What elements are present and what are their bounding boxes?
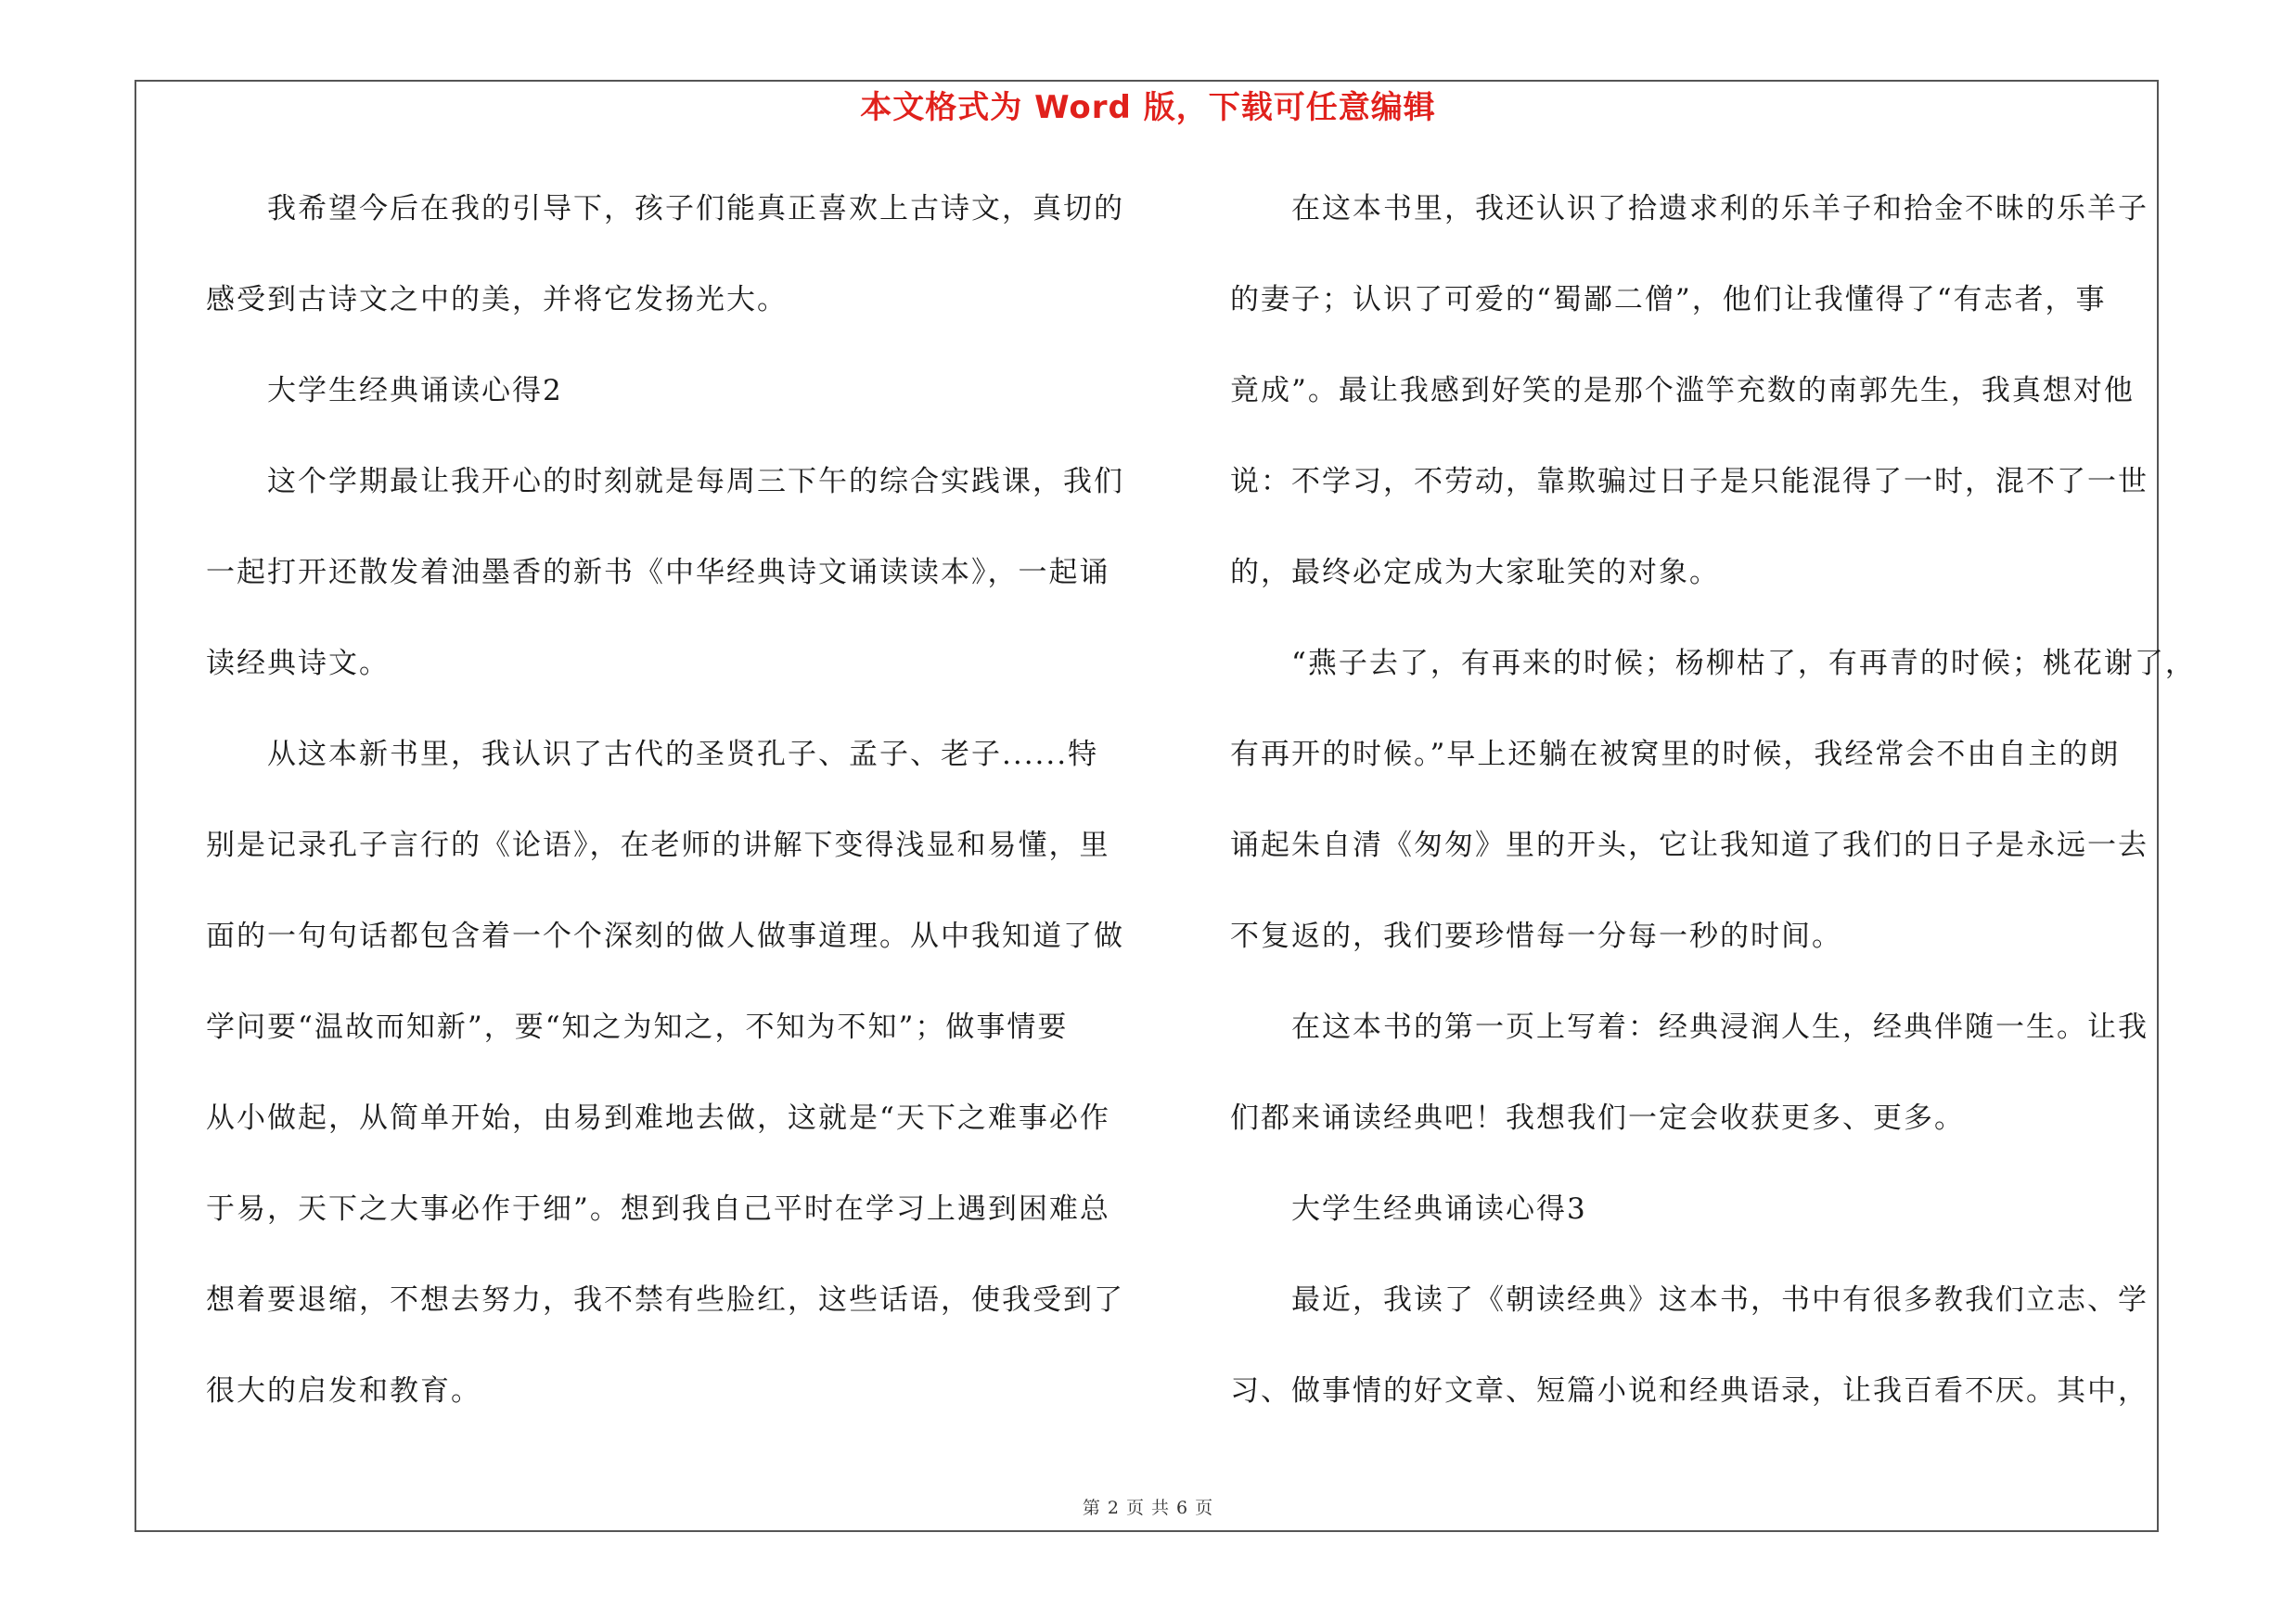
text-line: 学问要“温故而知新”，要“知之为知之，不知为不知”；做事情要 — [206, 1011, 1069, 1044]
text-line: “燕子去了，有再来的时候；杨柳枯了，有再青的时候；桃花谢了， — [1230, 647, 2196, 680]
text-line: 读经典诗文。 — [206, 647, 390, 680]
text-line: 面的一句句话都包含着一个个深刻的做人做事道理。从中我知道了做 — [206, 920, 1124, 953]
text-line: 这个学期最让我开心的时刻就是每周三下午的综合实践课，我们 — [206, 465, 1124, 498]
word-format-banner: 本文格式为 Word 版，下载可任意编辑 — [860, 89, 1436, 126]
text-line: 诵起朱自清《匆匆》里的开头，它让我知道了我们的日子是永远一去 — [1230, 829, 2148, 862]
text-line: 很大的启发和教育。 — [206, 1374, 481, 1408]
text-line: 一起打开还散发着油墨香的新书《中华经典诗文诵读读本》，一起诵 — [206, 556, 1110, 589]
page-number-footer: 第 2 页 共 6 页 — [1082, 1498, 1214, 1518]
text-line: 的妻子；认识了可爱的“蜀鄙二僧”，他们让我懂得了“有志者，事 — [1230, 283, 2107, 316]
text-line: 别是记录孔子言行的《论语》，在老师的讲解下变得浅显和易懂，里 — [206, 829, 1110, 862]
text-line: 从小做起，从简单开始，由易到难地去做，这就是“天下之难事必作 — [206, 1101, 1110, 1135]
text-line: 不复返的，我们要珍惜每一分每一秒的时间。 — [1230, 920, 1842, 953]
text-line: 于易，天下之大事必作于细”。想到我自己平时在学习上遇到困难总 — [206, 1192, 1110, 1226]
text-line: 们都来诵读经典吧！我想我们一定会收获更多、更多。 — [1230, 1101, 1965, 1135]
text-line: 习、做事情的好文章、短篇小说和经典语录，让我百看不厌。其中， — [1230, 1374, 2148, 1408]
text-line: 说：不学习，不劳动，靠欺骗过日子是只能混得了一时，混不了一世 — [1230, 465, 2148, 498]
text-line: 最近，我读了《朝读经典》这本书，书中有很多教我们立志、学 — [1230, 1283, 2148, 1317]
text-line: 的，最终必定成为大家耻笑的对象。 — [1230, 556, 1720, 589]
text-line: 有再开的时候。”早上还躺在被窝里的时候，我经常会不由自主的朗 — [1230, 738, 2121, 771]
text-line: 想着要退缩，不想去努力，我不禁有些脸红，这些话语，使我受到了 — [206, 1283, 1124, 1317]
text-line: 从这本新书里，我认识了古代的圣贤孔子、孟子、老子......特 — [206, 738, 1099, 771]
text-line: 我希望今后在我的引导下，孩子们能真正喜欢上古诗文，真切的 — [206, 192, 1124, 225]
text-line: 在这本书里，我还认识了拾遗求利的乐羊子和拾金不昧的乐羊子 — [1230, 192, 2148, 225]
text-line: 竟成”。最让我感到好笑的是那个滥竽充数的南郭先生，我真想对他 — [1230, 374, 2135, 407]
section-heading: 大学生经典诵读心得2 — [206, 374, 563, 407]
text-line: 在这本书的第一页上写着：经典浸润人生，经典伴随一生。让我 — [1230, 1011, 2148, 1044]
text-line: 感受到古诗文之中的美，并将它发扬光大。 — [206, 283, 788, 316]
section-heading: 大学生经典诵读心得3 — [1230, 1192, 1587, 1226]
